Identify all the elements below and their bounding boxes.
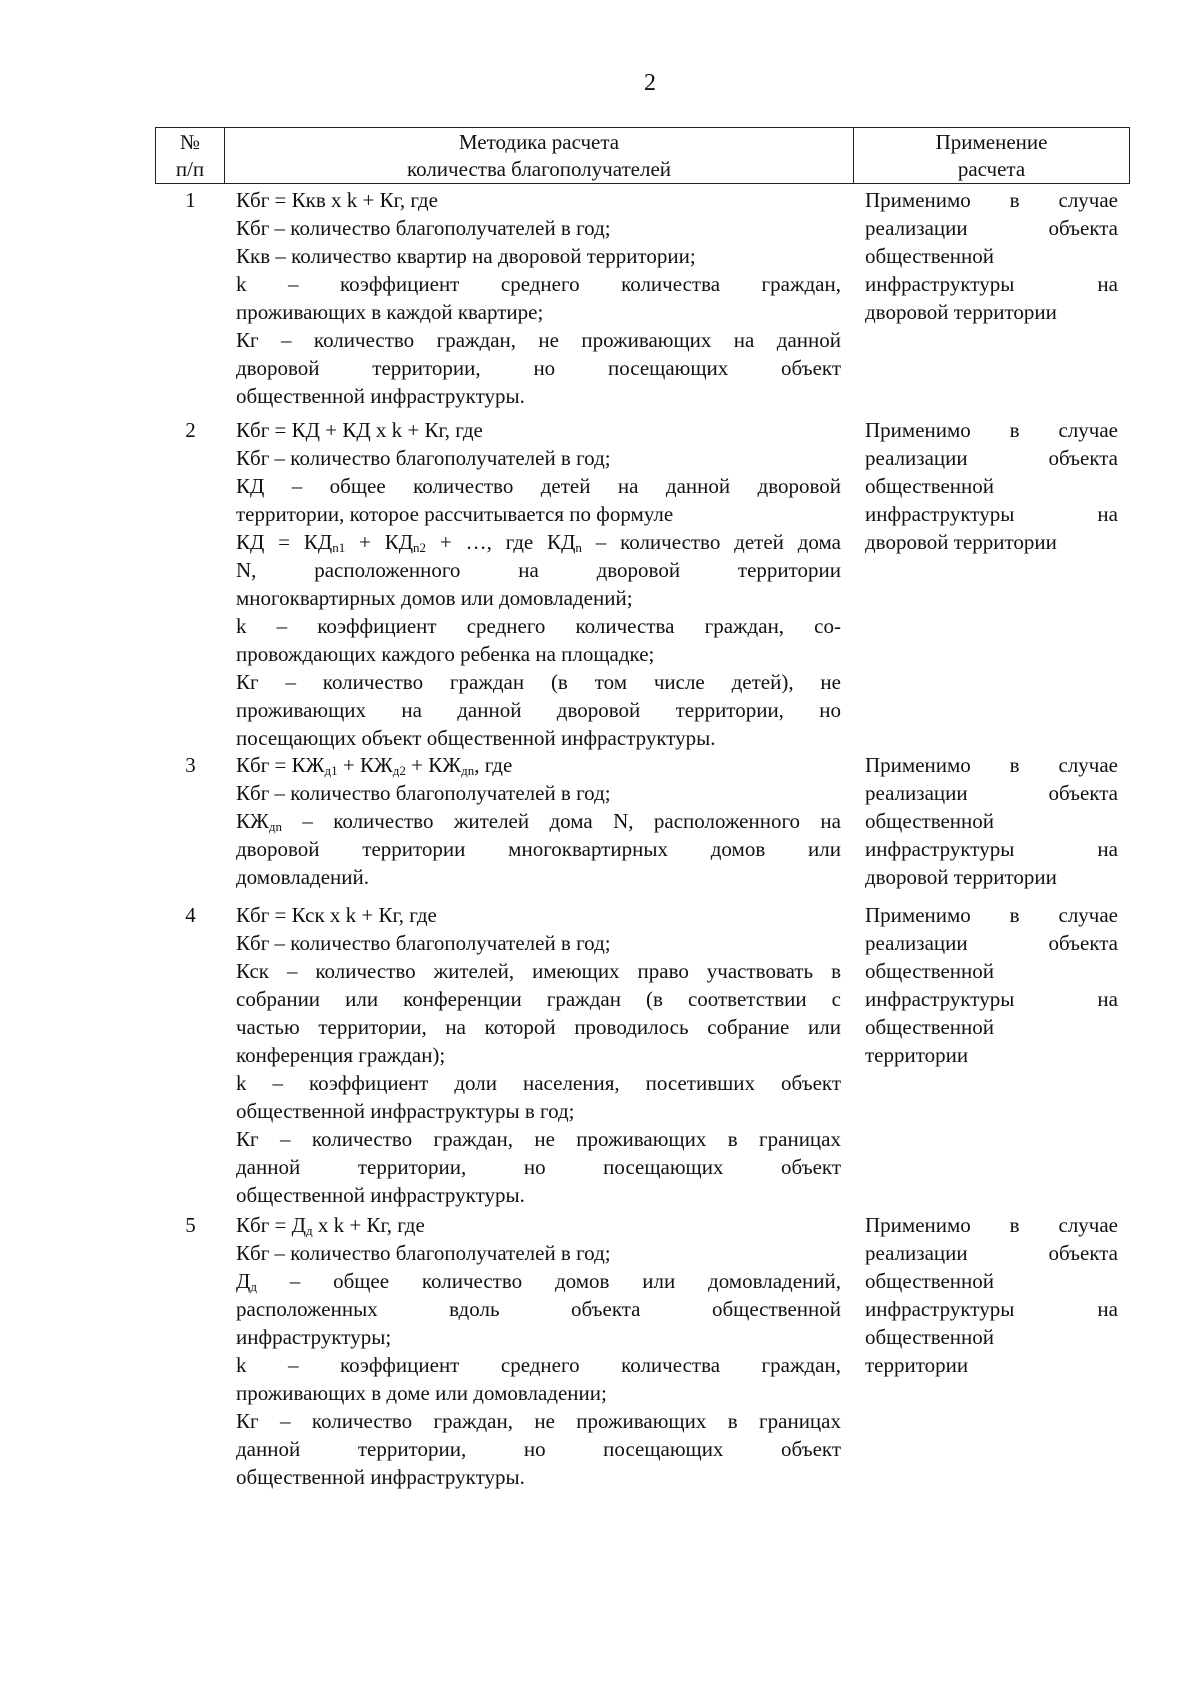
table-header (155, 127, 1130, 184)
application-line: инфраструктуры на (865, 272, 1118, 296)
method-line: Кг – количество граждан, не проживающих в границах (236, 1409, 841, 1433)
application-line: Применимо в случае (865, 418, 1118, 442)
application-line: Применимо в случае (865, 188, 1118, 212)
application-cell (853, 416, 1130, 752)
header-application-column (854, 128, 1129, 183)
table-row (155, 1211, 1130, 1491)
table-row (155, 751, 1130, 891)
application-line: территории (865, 1043, 969, 1067)
method-line: Кбг = КД + КД х k + Кг, где (236, 418, 483, 442)
row-number: 2 (185, 418, 196, 442)
method-line: общественной инфраструктуры в год; (236, 1099, 575, 1123)
method-line: дворовой территории, но посещающих объект (236, 356, 841, 380)
header-number-column (156, 128, 225, 183)
method-line: k – коэффициент доли населения, посетивших объект (236, 1071, 841, 1095)
method-line: Кбг – количество благополучателей в год; (236, 781, 611, 805)
application-line: реализации объекта (865, 216, 1118, 240)
method-line: данной территории, но посещающих объект (236, 1437, 841, 1461)
application-line: общественной (865, 1015, 995, 1039)
row-number: 3 (185, 753, 196, 777)
method-line: посещающих объект общественной инфраструктуры. (236, 726, 716, 750)
application-line: инфраструктуры на (865, 502, 1118, 526)
application-line: общественной (865, 1325, 995, 1349)
application-cell (853, 751, 1130, 891)
row-number: 5 (185, 1213, 196, 1237)
method-line: конференция граждан); (236, 1043, 446, 1067)
method-line: Кг – количество граждан (в том числе детей), не (236, 670, 841, 694)
method-line: дворовой территории многоквартирных домов или (236, 837, 841, 861)
method-line: Кбг = $КЖ_{д1} + КЖ_{д2} + КЖ_{дn}$, где (236, 753, 513, 778)
method-line: Кбг – количество благополучателей в год; (236, 446, 611, 470)
method-line: Кск – количество жителей, имеющих право участвовать в (236, 959, 841, 983)
application-line: реализации объекта (865, 446, 1118, 470)
method-line: провождающих каждого ребенка на площадке; (236, 642, 655, 666)
method-line: многоквартирных домов или домовладений; (236, 586, 633, 610)
application-line: инфраструктуры на (865, 837, 1118, 861)
application-line: общественной (865, 809, 995, 833)
table-row (155, 901, 1130, 1209)
method-line: КД – общее количество детей на данной дворовой (236, 474, 841, 498)
application-line: реализации объекта (865, 931, 1118, 955)
method-line: домовладений. (236, 865, 369, 889)
method-line: частью территории, на которой проводилось собрание или (236, 1015, 841, 1039)
row-number: 1 (185, 188, 196, 212)
method-line: Кбг – количество благополучателей в год; (236, 931, 611, 955)
method-line: расположенных вдоль объекта общественной (236, 1297, 841, 1321)
method-line: $КЖ_{дn}$ – количество жителей дома N, расположенного на (236, 809, 841, 834)
table-row (155, 416, 1130, 752)
method-line: N, расположенного на дворовой территории (236, 558, 841, 582)
method-line: территории, которое рассчитывается по формуле (236, 502, 674, 526)
method-line: Кг – количество граждан, не проживающих на данной (236, 328, 841, 352)
method-line: Кбг – количество благополучателей в год; (236, 1241, 611, 1265)
method-cell (224, 901, 853, 1209)
method-line: $Д_д$ – общее количество домов или домовладений, (236, 1269, 841, 1294)
application-line: реализации объекта (865, 1241, 1118, 1265)
application-cell (853, 901, 1130, 1209)
method-line: Ккв – количество квартир на дворовой территории; (236, 244, 696, 268)
header-number-line-2: п/п (175, 157, 205, 181)
application-line: реализации объекта (865, 781, 1118, 805)
header-application-line-2: расчета (957, 157, 1026, 181)
application-cell (853, 1211, 1130, 1491)
row-number: 4 (185, 903, 196, 927)
application-line: территории (865, 1353, 969, 1377)
application-line: дворовой территории (865, 530, 1057, 554)
method-line: общественной инфраструктуры. (236, 384, 525, 408)
application-line: общественной (865, 244, 995, 268)
application-cell (853, 186, 1130, 410)
application-line: Применимо в случае (865, 903, 1118, 927)
method-cell (224, 186, 853, 410)
method-line: Кбг – количество благополучателей в год; (236, 216, 611, 240)
application-line: дворовой территории (865, 865, 1057, 889)
header-method-line-1: Методика расчета (458, 130, 620, 154)
method-line: общественной инфраструктуры. (236, 1183, 525, 1207)
application-line: дворовой территории (865, 300, 1057, 324)
method-line: проживающих в доме или домовладении; (236, 1381, 607, 1405)
method-line: КД = $КД_{n1} + КД_{n2}$ + …, где $КД_n$ – количество детей дома (236, 530, 841, 555)
method-line: данной территории, но посещающих объект (236, 1155, 841, 1179)
method-line: проживающих на данной дворовой территории, но (236, 698, 841, 722)
method-line: Кбг = Кск х k + Кг, где (236, 903, 437, 927)
method-line: k – коэффициент среднего количества граждан, (236, 1353, 841, 1377)
method-cell (224, 1211, 853, 1491)
method-line: k – коэффициент среднего количества граждан, (236, 272, 841, 296)
method-line: Кбг = Ккв х k + Кг, где (236, 188, 438, 212)
method-cell (224, 416, 853, 752)
application-line: общественной (865, 1269, 995, 1293)
method-line: Кг – количество граждан, не проживающих в границах (236, 1127, 841, 1151)
header-application-line-1: Применение (935, 130, 1048, 154)
method-line: общественной инфраструктуры. (236, 1465, 525, 1489)
application-line: Применимо в случае (865, 1213, 1118, 1237)
application-line: Применимо в случае (865, 753, 1118, 777)
application-line: инфраструктуры на (865, 987, 1118, 1011)
method-line: проживающих в каждой квартире; (236, 300, 544, 324)
method-cell (224, 751, 853, 891)
application-line: общественной (865, 959, 995, 983)
page-number: 2 (644, 70, 656, 96)
method-line: k – коэффициент среднего количества граждан, со- (236, 614, 841, 638)
method-line: инфраструктуры; (236, 1325, 392, 1349)
header-number-line-1: № (179, 130, 201, 154)
header-method-line-2: количества благополучателей (406, 157, 672, 181)
header-method-column (225, 128, 854, 183)
application-line: инфраструктуры на (865, 1297, 1118, 1321)
method-line: Кбг = $Д_д$ х k + Кг, где (236, 1213, 425, 1238)
method-line: собрании или конференции граждан (в соответствии с (236, 987, 841, 1011)
table-row (155, 186, 1130, 410)
application-line: общественной (865, 474, 995, 498)
